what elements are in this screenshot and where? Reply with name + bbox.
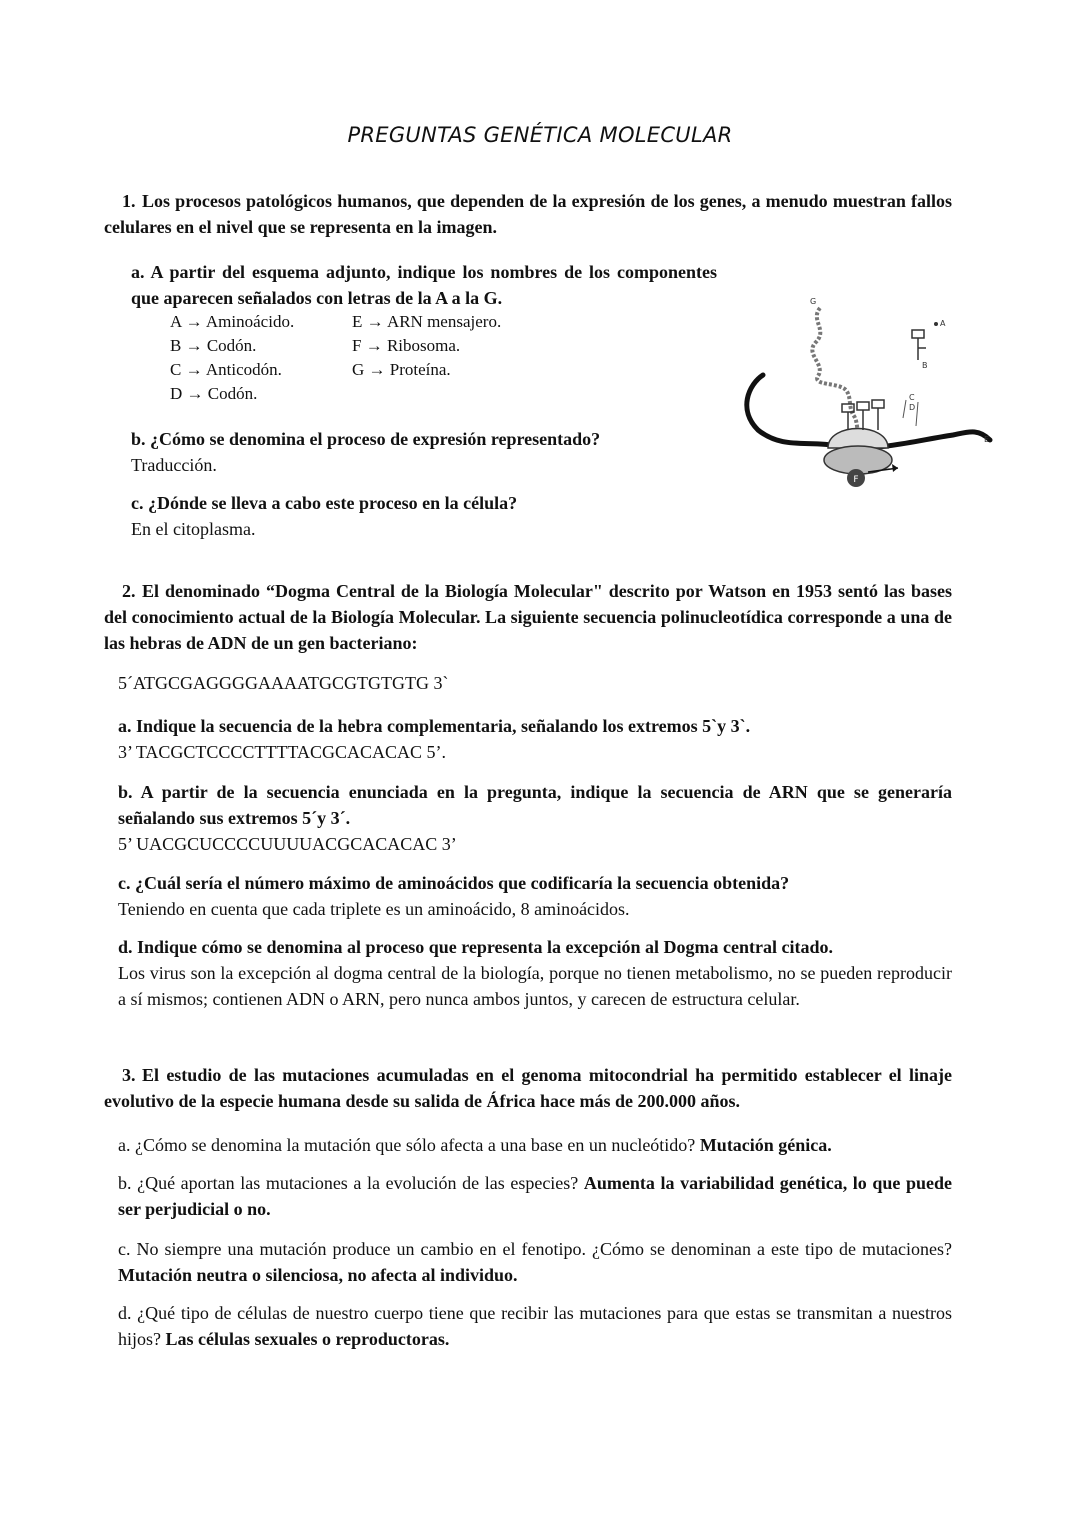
- question-2-stem: [104, 578, 952, 656]
- question-2-text: El denominado “Dogma Central de la Biología Molecular" descrito por Watson en 1953 sentó las bases del conocimiento actual de la Biología Molecular. La siguiente secuencia polinucleotídica corresponde a una de las hebras de ADN de un gen bacteriano:: [104, 581, 952, 653]
- question-3d-prompt: d. ¿Qué tipo de células de nuestro cuerpo tiene que recibir las mutaciones para que estas se transmitan a nuestros hijos?: [118, 1303, 952, 1349]
- answer-1a-item-D: D → Codón.: [170, 384, 258, 403]
- answer-3d: Las células sexuales o reproductoras.: [165, 1329, 450, 1349]
- question-2c-prompt: c. ¿Cuál sería el número máximo de aminoácidos que codificaría la secuencia obtenida?: [118, 873, 790, 893]
- ribosome: [828, 429, 888, 449]
- answer-1a-item-B: B → Codón.: [170, 336, 257, 355]
- label-A: A: [940, 319, 946, 328]
- question-3-text: El estudio de las mutaciones acumuladas en el genoma mitocondrial ha permitido establecer el linaje evolutivo de la especie humana desde su salida de África hace más de 200.000 años.: [104, 1065, 952, 1111]
- question-3b: [118, 1170, 952, 1222]
- protein-chain: [812, 308, 860, 436]
- question-2b-prompt: b. A partir de la secuencia enunciada en la pregunta, indique la secuencia de ARN que se generaría señalando sus extremos 5´y 3´.: [118, 782, 952, 828]
- answer-2a: 3’ TACGCTCCCCTTTTACGCACACAC 5’.: [118, 742, 446, 762]
- question-3b-prompt: b. ¿Qué aportan las mutaciones a la evolución de las especies?: [118, 1173, 579, 1193]
- answer-2d: Los virus son la excepción al dogma central de la biología, porque no tienen metabolismo, no se pueden reproducir a sí mismos; contienen ADN o ARN, pero nunca ambos juntos, y carecen de estructura celular.: [118, 963, 952, 1009]
- question-1-stem: [104, 188, 952, 240]
- question-1-text: Los procesos patológicos humanos, que dependen de la expresión de los genes, a menudo muestran fallos celulares en el nivel que se representa en la imagen.: [104, 191, 952, 237]
- question-3-stem: [104, 1062, 952, 1114]
- question-3c: [118, 1236, 952, 1288]
- label-D: D: [909, 403, 916, 412]
- answer-1a-item-F: F → Ribosoma.: [352, 336, 461, 355]
- question-3-number: 3.: [122, 1065, 136, 1085]
- question-1-number: 1.: [122, 191, 136, 211]
- label-B: B: [922, 361, 928, 370]
- label-F: F: [853, 475, 859, 485]
- label-E: E: [984, 435, 990, 444]
- answer-1b: Traducción.: [131, 455, 217, 475]
- answer-1a-item-E: E → ARN mensajero.: [352, 312, 502, 331]
- answer-3c: Mutación neutra o silenciosa, no afecta al individuo.: [118, 1265, 518, 1285]
- question-3a: [118, 1132, 952, 1158]
- amino-acid-A: [934, 322, 938, 326]
- answer-3a: Mutación génica.: [699, 1135, 832, 1155]
- question-1a-prompt: a. A partir del esquema adjunto, indique los nombres de los componentes que aparecen señalados con letras de la A a la G.: [131, 262, 717, 308]
- answer-1c: En el citoplasma.: [131, 519, 256, 539]
- question-1c-prompt: c. ¿Dónde se lleva a cabo este proceso en la célula?: [131, 493, 518, 513]
- answer-1a-item-G: G → Proteína.: [352, 360, 451, 379]
- label-C: C: [909, 393, 915, 402]
- dna-sequence: 5´ATGCGAGGGGAAAATGCGTGTGTG 3`: [118, 673, 449, 693]
- question-1b-prompt: b. ¿Cómo se denomina el proceso de expresión representado?: [131, 429, 601, 449]
- question-3a-prompt: a. ¿Cómo se denomina la mutación que sólo afecta a una base en un nucleótido?: [118, 1135, 696, 1155]
- question-3c-prompt: c. No siempre una mutación produce un cambio en el fenotipo. ¿Cómo se denominan a este tipo de mutaciones?: [118, 1239, 952, 1259]
- answer-2b: 5’ UACGCUCCCCUUUUACGCACACAC 3’: [118, 834, 457, 854]
- answer-2c: Teniendo en cuenta que cada triplete es un aminoácido, 8 aminoácidos.: [118, 899, 630, 919]
- answer-1a-item-A: A → Aminoácido.: [170, 312, 295, 331]
- direction-arrowhead: [892, 464, 898, 472]
- question-2-number: 2.: [122, 581, 136, 601]
- answer-1a-item-C: C → Anticodón.: [170, 360, 282, 379]
- page-title: PREGUNTAS GENÉTICA MOLECULAR: [347, 123, 733, 147]
- label-G: G: [810, 297, 817, 306]
- question-2a-prompt: a. Indique la secuencia de la hebra complementaria, señalando los extremos 5`y 3`.: [118, 716, 751, 736]
- question-3d: [118, 1300, 952, 1352]
- question-2d-prompt: d. Indique cómo se denomina al proceso que representa la excepción al Dogma central citado.: [118, 937, 833, 957]
- answer-3b: Aumenta la variabilidad genética, lo que puede ser perjudicial o no.: [118, 1173, 953, 1219]
- translation-diagram: [728, 290, 1000, 495]
